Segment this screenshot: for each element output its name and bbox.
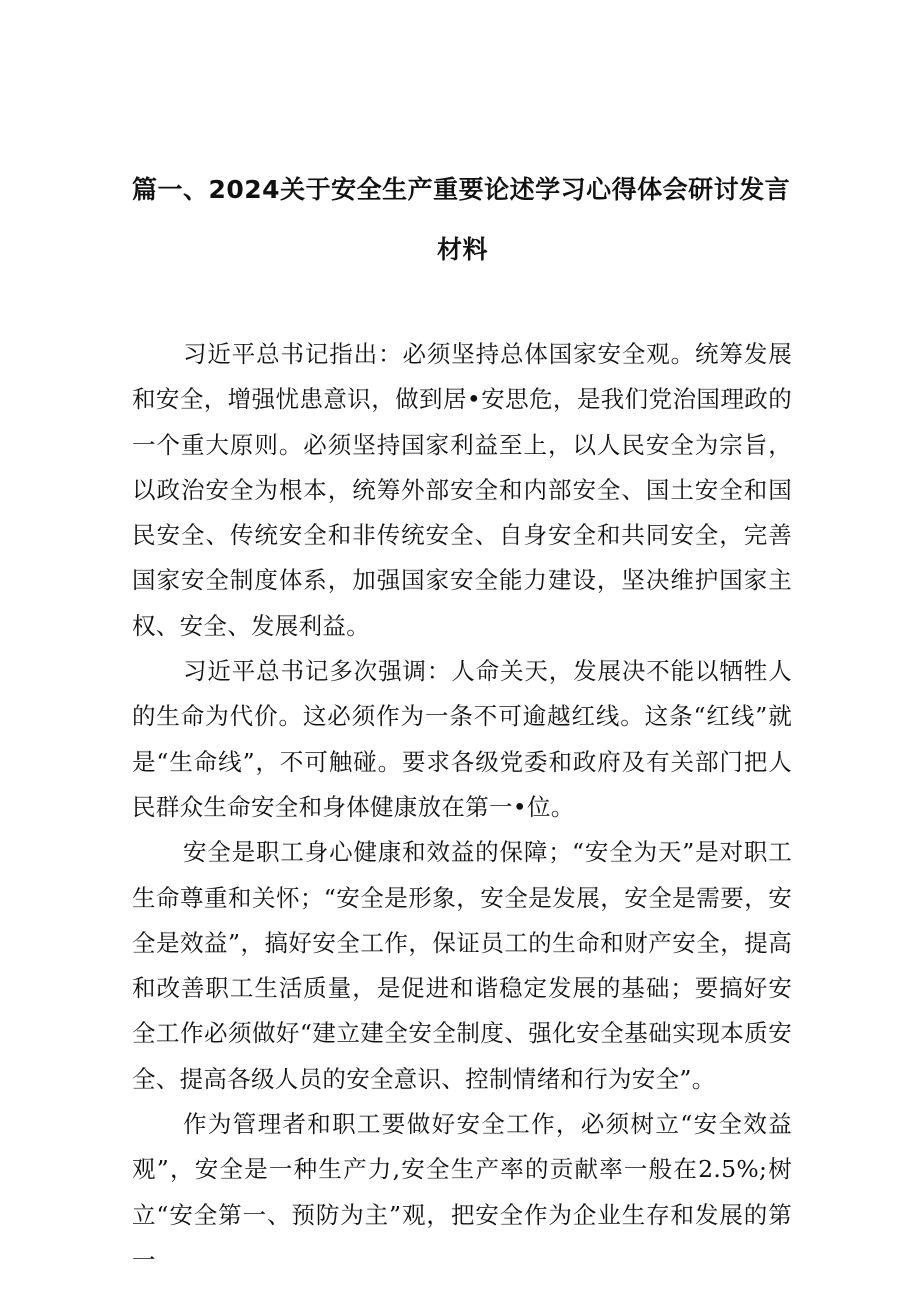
paragraph: 作为管理者和职工要做好安全工作，必须树立“安全效益观”，安全是一种生产力,安全生产率的贡献率一般在2.5%;树立“安全第一、预防为主”观，把安全作为企业生存和发展的第一 (132, 1110, 792, 1274)
paragraph: 安全是职工身心健康和效益的保障；“安全为天”是对职工生命尊重和关怀；“安全是形象，安全是发展，安全是需要，安全是效益”，搞好安全工作，保证员工的生命和财产安全，提高和改善职工生活质量，是促进和谐稳定发展的基础；要搞好安全工作必须做好“建立建全安全制度、强化安全基础实现本质安全、提高各级人员的安全意识、控制情绪和行为安全”。 (132, 838, 792, 1093)
document-title-line-2: 材料 (437, 235, 489, 264)
document-title-line-1: 篇一、2024关于安全生产重要论述学习心得体会研讨发言 (132, 175, 791, 204)
paragraph: 习近平总书记多次强调：人命关天，发展决不能以牺牲人的生命为代价。这必须作为一条不可逾越红线。这条“红线”就是“生命线”，不可触碰。要求各级党委和政府及有关部门把人民群众生命安全和身体健康放在第一•位。 (132, 657, 792, 821)
document-body (132, 332, 792, 1283)
paragraph: 习近平总书记指出：必须坚持总体国家安全观。统筹发展和安全，增强忧患意识，做到居•安思危，是我们党治国理政的一个重大原则。必须坚持国家利益至上，以人民安全为宗旨，以政治安全为根本，统筹外部安全和内部安全、国土安全和国民安全、传统安全和非传统安全、自身安全和共同安全，完善国家安全制度体系，加强国家安全能力建设，坚决维护国家主权、安全、发展利益。 (132, 340, 792, 640)
